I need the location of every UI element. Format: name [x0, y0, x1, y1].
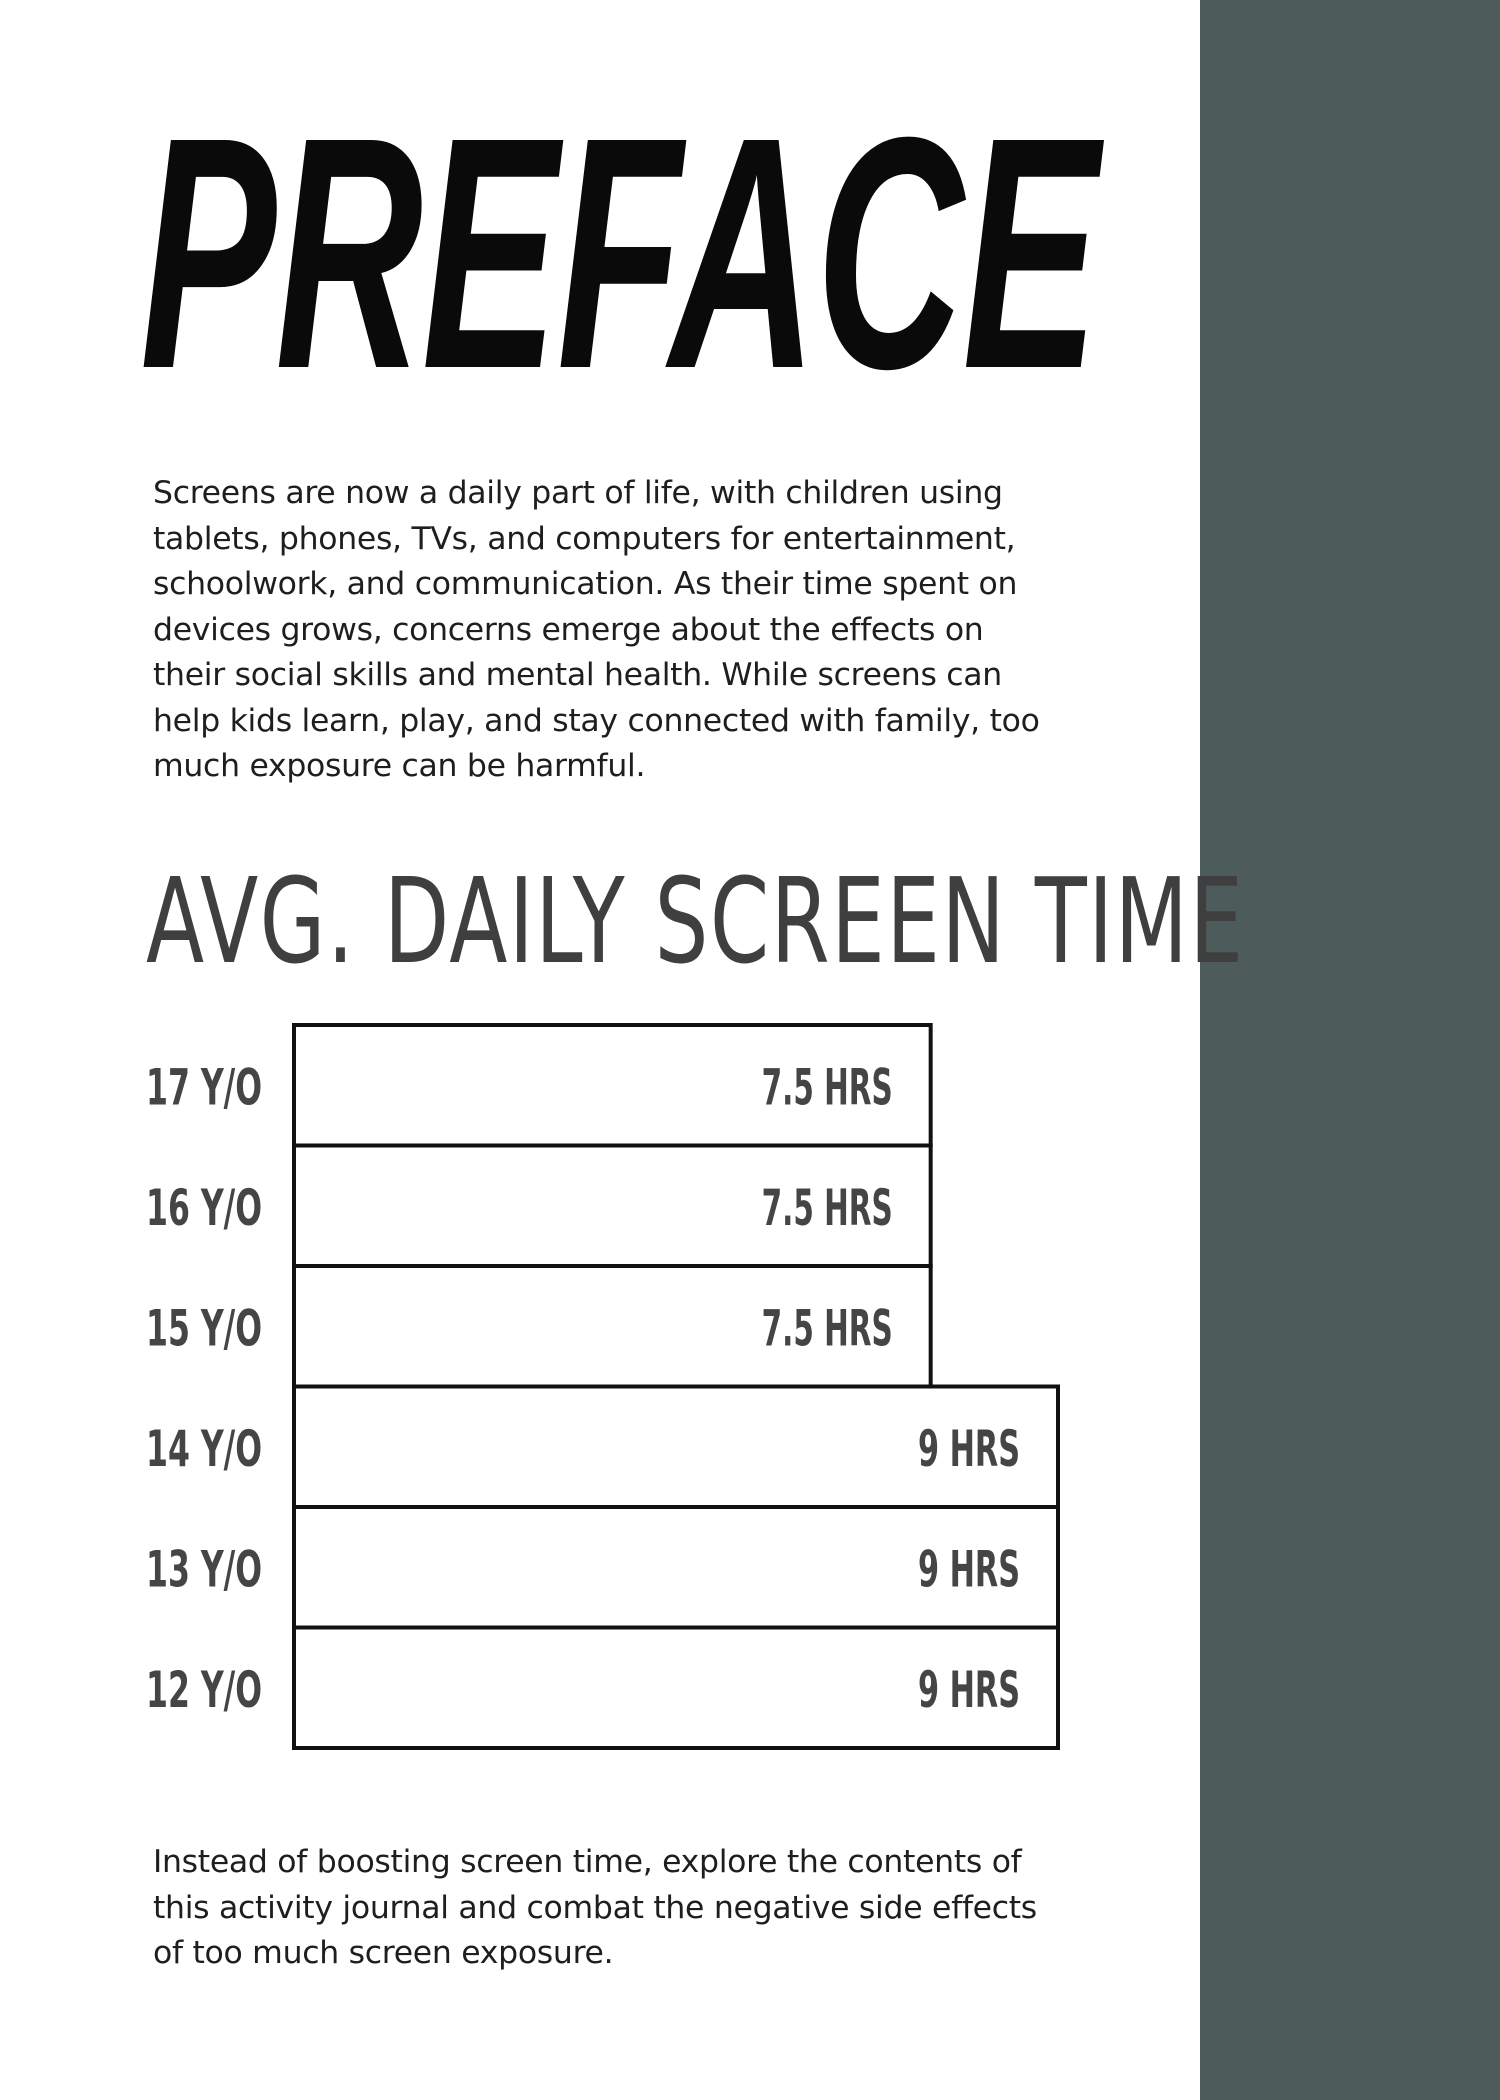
age-label: 12 Y/O [146, 1660, 262, 1719]
age-label: 17 Y/O [146, 1058, 262, 1117]
age-label: 15 Y/O [146, 1299, 262, 1358]
age-label: 14 Y/O [146, 1419, 262, 1478]
closing-paragraph: Instead of boosting screen time, explore the contents of this activity journal and combat the negative side effects of too much screen exposure. [153, 1844, 1037, 1971]
value-label: 9 HRS [918, 1540, 1020, 1599]
chart-title: AVG. DAILY SCREEN TIME [146, 852, 1245, 990]
value-label: 7.5 HRS [761, 1178, 893, 1237]
page-title: PREFACE [140, 68, 1098, 437]
value-label: 7.5 HRS [761, 1299, 893, 1358]
value-label: 9 HRS [918, 1419, 1020, 1478]
value-label: 7.5 HRS [761, 1058, 893, 1117]
age-label: 16 Y/O [146, 1178, 262, 1237]
value-label: 9 HRS [918, 1660, 1020, 1719]
intro-paragraph: Screens are now a daily part of life, with children using tablets, phones, TVs, and computers for entertainment, schoolwork, and communication. As their time spent on devices grows, concerns emerge about the effects on their social skills and mental health. While screens can help kids learn, play, and stay connected with family, too much exposure can be harmful. [153, 475, 1040, 784]
age-label: 13 Y/O [146, 1540, 262, 1599]
